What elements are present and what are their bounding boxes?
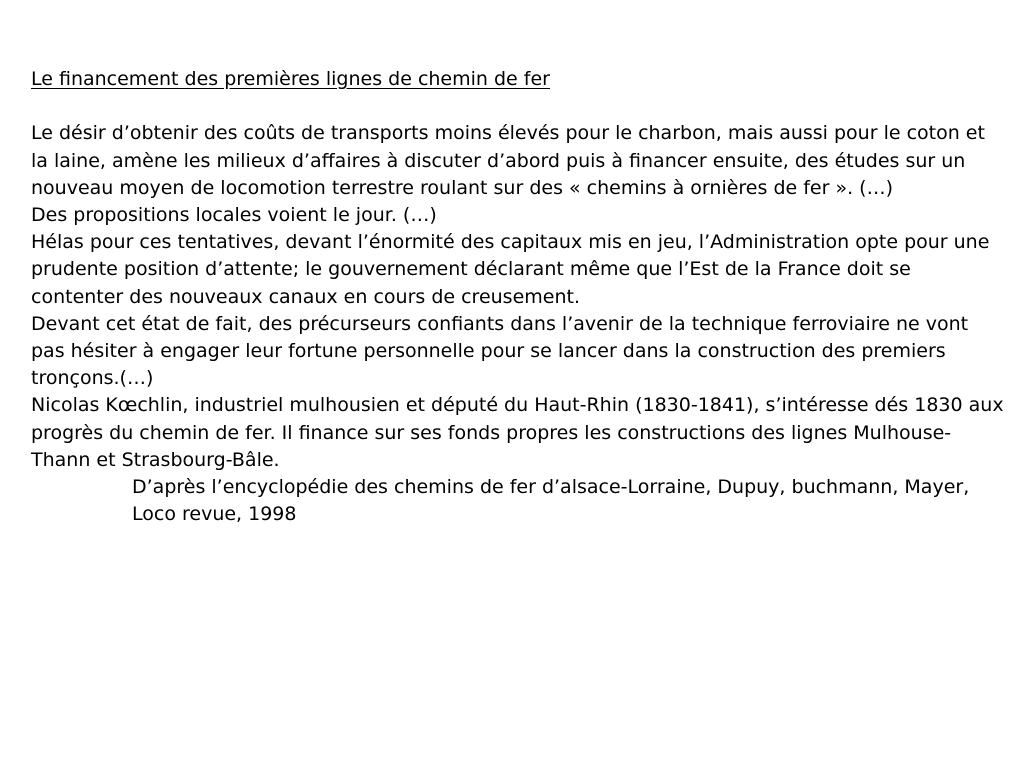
paragraph-4: Devant cet état de fait, des précurseurs confiants dans l’avenir de la technique ferroviaire ne vont pas hésiter à engager leur fortune personnelle pour se lancer dans la construction des premiers tronçons.(…) — [31, 312, 969, 390]
paragraph-3: Hélas pour ces tentatives, devant l’énormité des capitaux mis en jeu, l’Administration opte pour une prudente position d’attente; le gouvernement déclarant même que l’Est de la France doit se contenter des nouveaux canaux en cours de creusement. — [31, 231, 990, 308]
blank-line — [31, 93, 1006, 120]
slide-content — [31, 66, 1006, 528]
paragraph-1: Le désir d’obtenir des coûts de transports moins élevés pour le charbon, mais aussi pour le coton et la laine, amène les milieux d’affaires à discuter d’abord puis à financer ensuite, des études sur un nouveau moyen de locomotion terrestre roulant sur des « chemins à ornières de fer ». (…) — [31, 122, 985, 199]
paragraph-5: Nicolas Kœchlin, industriel mulhousien et député du Haut-Rhin (1830-1841), s’intéresse dés 1830 aux progrès du chemin de fer. Il finance sur ses fonds propres les constructions des lignes Mulhouse-Thann et Strasbourg-Bâle. — [31, 394, 1004, 471]
slide-title: Le financement des premières lignes de chemin de fer — [31, 68, 550, 90]
paragraph-2: Des propositions locales voient le jour. (…) — [31, 204, 437, 226]
source-citation: D’après l’encyclopédie des chemins de fer d’alsace-Lorraine, Dupuy, buchmann, Mayer, Loco revue, 1998 — [132, 476, 970, 526]
